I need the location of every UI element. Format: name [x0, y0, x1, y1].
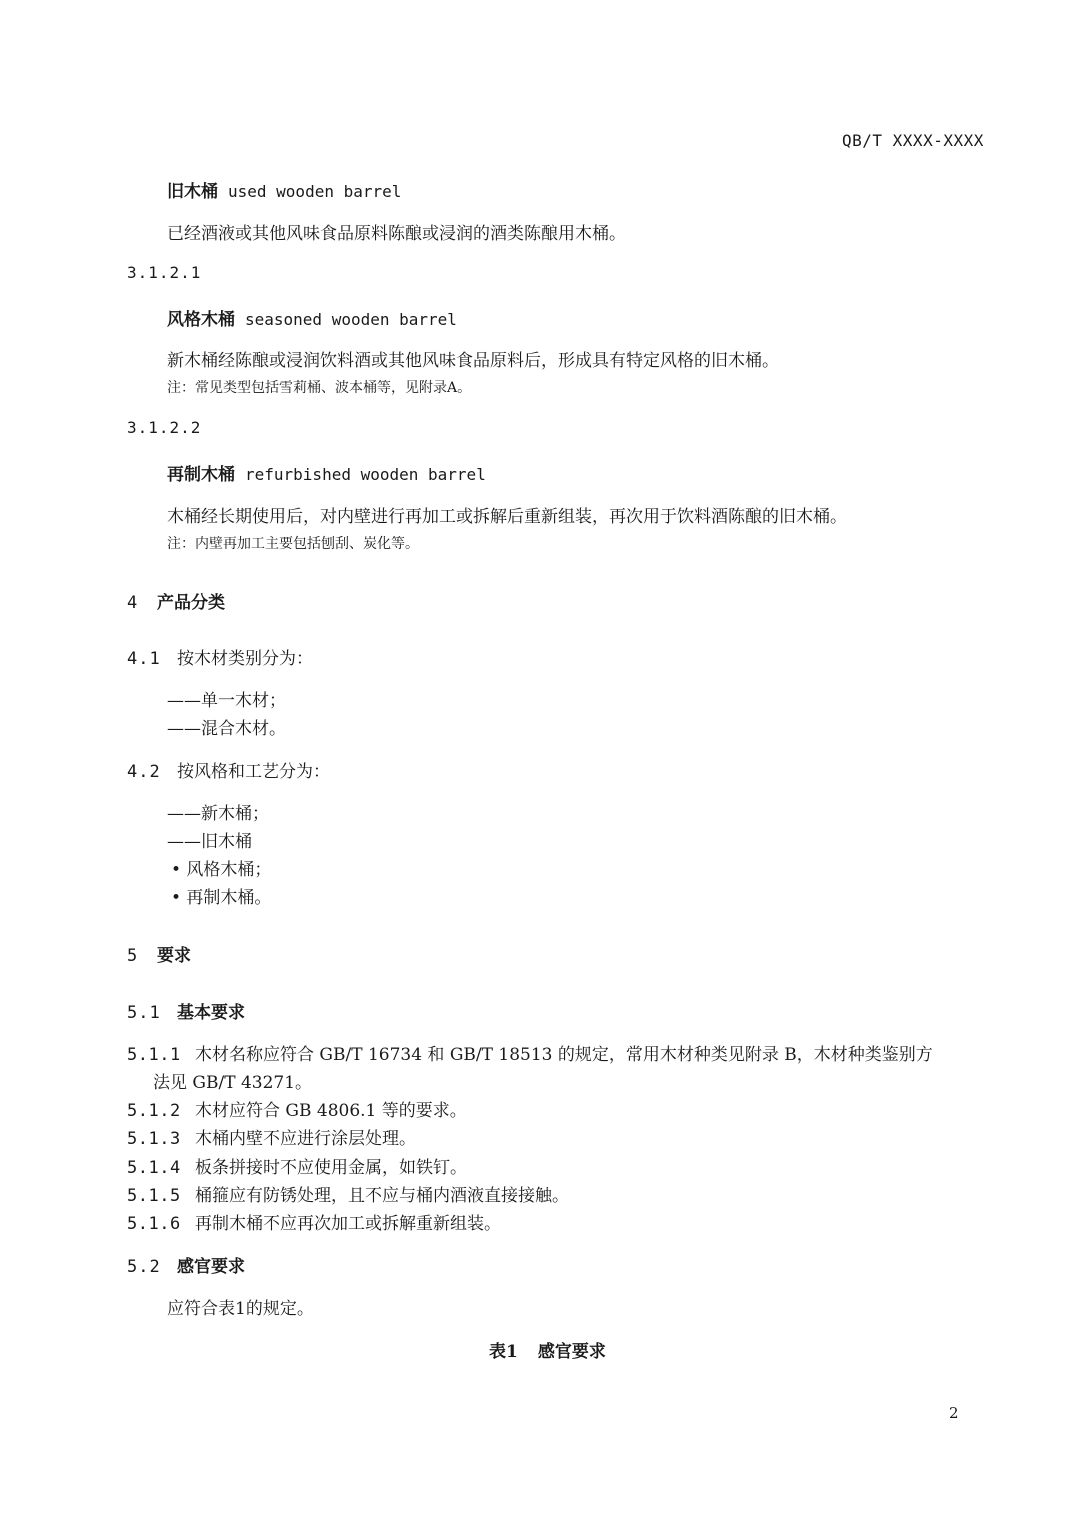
clause-5-1-4	[127, 1153, 467, 1178]
clause-number: 5.1.1	[127, 1045, 181, 1065]
term-definition: 新木桶经陈酿或浸润饮料酒或其他风味食品原料后，形成具有特定风格的旧木桶。	[167, 351, 779, 371]
table-title: 感官要求	[537, 1342, 606, 1362]
subsection-number: 5.1	[127, 1003, 161, 1023]
section-heading-4	[127, 588, 225, 613]
section-title: 要求	[157, 946, 191, 966]
list-item: ——旧木桶	[167, 832, 252, 852]
clause-text: 木材名称应符合 GB/T 16734 和 GB/T 18513 的规定，常用木材种类见附录 B，木材种类鉴别方	[195, 1045, 933, 1065]
clause-text: 板条拼接时不应使用金属，如铁钉。	[195, 1158, 467, 1178]
term-number: 3.1.2.2	[127, 418, 202, 437]
page-number: 2	[949, 1404, 959, 1422]
clause-number: 5.1.6	[127, 1214, 181, 1234]
table-caption	[489, 1337, 606, 1362]
sub-list-item: • 风格木桶；	[171, 860, 272, 880]
clause-5-1-6	[127, 1209, 501, 1234]
subsection-heading-5-1	[127, 998, 245, 1023]
subsection-text: 应符合表1的规定。	[167, 1299, 314, 1319]
term-title-refurbished-barrel	[167, 460, 486, 485]
clause-number: 5.1.2	[127, 1101, 181, 1121]
subsection-heading-5-2	[127, 1252, 245, 1277]
list-item: ——单一木材；	[167, 691, 286, 711]
subsection-title: 按风格和工艺分为：	[177, 762, 330, 782]
table-label: 表1	[489, 1342, 518, 1362]
document-code: QB/T XXXX-XXXX	[842, 131, 984, 150]
clause-text: 木桶内壁不应进行涂层处理。	[195, 1129, 416, 1149]
clause-5-1-1	[127, 1040, 933, 1065]
clause-text: 桶箍应有防锈处理，且不应与桶内酒液直接接触。	[195, 1186, 569, 1206]
clause-text: 木材应符合 GB 4806.1 等的要求。	[195, 1101, 467, 1121]
list-item: ——新木桶；	[167, 804, 269, 824]
subsection-title: 基本要求	[177, 1003, 245, 1023]
clause-text: 再制木桶不应再次加工或拆解重新组装。	[195, 1214, 501, 1234]
clause-5-1-2	[127, 1096, 467, 1121]
term-definition: 木桶经长期使用后，对内壁进行再加工或拆解后重新组装，再次用于饮料酒陈酿的旧木桶。	[167, 507, 847, 527]
sub-list-item: • 再制木桶。	[171, 888, 272, 908]
subsection-heading-4-1	[127, 644, 313, 669]
term-number: 3.1.2.1	[127, 263, 202, 282]
term-zh: 风格木桶	[167, 310, 235, 330]
term-en: seasoned wooden barrel	[245, 310, 457, 329]
list-item: ——混合木材。	[167, 719, 286, 739]
term-en: refurbished wooden barrel	[245, 465, 486, 484]
clause-number: 5.1.4	[127, 1158, 181, 1178]
term-note: 注：内壁再加工主要包括刨刮、炭化等。	[167, 536, 419, 552]
subsection-number: 4.2	[127, 762, 161, 782]
term-note: 注：常见类型包括雪莉桶、波本桶等，见附录A。	[167, 380, 472, 396]
subsection-title: 按木材类别分为：	[177, 649, 313, 669]
subsection-heading-4-2	[127, 757, 330, 782]
section-number: 4	[127, 593, 138, 613]
section-heading-5	[127, 941, 191, 966]
clause-5-1-5	[127, 1181, 569, 1206]
section-title: 产品分类	[157, 593, 225, 613]
subsection-number: 4.1	[127, 649, 161, 669]
clause-number: 5.1.5	[127, 1186, 181, 1206]
term-en: used wooden barrel	[228, 182, 402, 201]
term-zh: 旧木桶	[167, 182, 218, 202]
clause-continuation: 法见 GB/T 43271。	[153, 1073, 313, 1093]
term-title-used-barrel	[167, 177, 401, 202]
term-title-seasoned-barrel	[167, 305, 457, 330]
term-zh: 再制木桶	[167, 465, 235, 485]
term-definition: 已经酒液或其他风味食品原料陈酿或浸润的酒类陈酿用木桶。	[167, 224, 626, 244]
section-number: 5	[127, 946, 138, 966]
subsection-number: 5.2	[127, 1257, 161, 1277]
clause-number: 5.1.3	[127, 1129, 181, 1149]
subsection-title: 感官要求	[177, 1257, 245, 1277]
clause-5-1-3	[127, 1124, 416, 1149]
